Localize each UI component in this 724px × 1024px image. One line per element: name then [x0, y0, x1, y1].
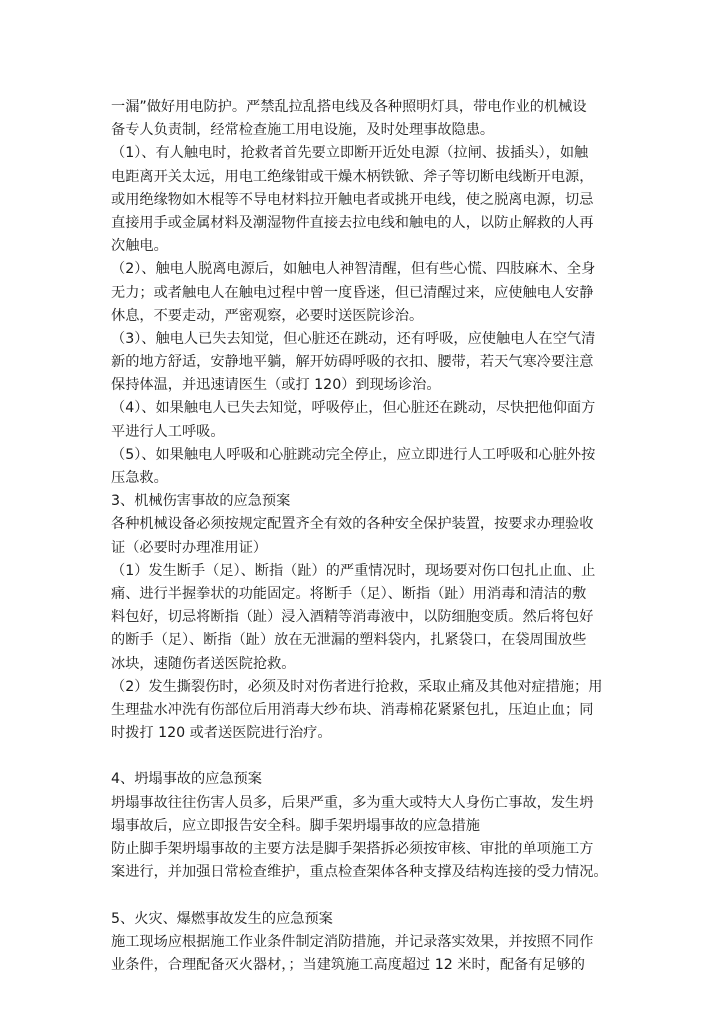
text-line: 痛、进行半握拳状的功能固定。将断手（足）、断指（趾）用消毒和清洁的敷 — [111, 585, 587, 602]
text-line: 直接用手或金属材料及潮湿物件直接去拉电线和触电的人，以防止解救的人再 — [111, 214, 594, 231]
text-line: 塌事故后，应立即报告安全科。脚手架坍塌事故的应急措施 — [111, 817, 480, 834]
text-line: 防止脚手架坍塌事故的主要方法是脚手架搭拆必须按审核、审批的单项施工方 — [111, 841, 594, 857]
text-line: 料包好，切忌将断指（趾）浸入酒精等消毒液中，以防细胞变质。然后将包好 — [111, 609, 594, 626]
text-line: 的断手（足）、断指（趾）放在无泄漏的塑料袋内，扎紧袋口，在袋周围放些 — [111, 632, 587, 649]
text-line: 备专人负责制，经常检查施工用电设施，及时处理事故隐患。 — [111, 122, 495, 139]
text-line: 休息，不要走动，严密观察，必要时送医院诊治。 — [111, 307, 424, 324]
text-line: 业条件，合理配备灭火器材，；当建筑施工高度超过 12 米时，配备有足够的 — [111, 956, 585, 973]
text-line: 无力；或者触电人在触电过程中曾一度昏迷，但已清醒过来，应使触电人安静 — [111, 284, 594, 301]
text-line: （1）发生断手（足）、断指（趾）的严重情况时，现场要对伤口包扎止血、止 — [111, 562, 596, 579]
paragraph-gap — [111, 745, 631, 768]
text-line: 冰块，速随伤者送医院抢救。 — [111, 655, 296, 672]
text-line: 次触电。 — [111, 238, 168, 255]
section-heading: 3、机械伤害事故的应急预案 — [111, 493, 291, 510]
text-line: 坍塌事故往往伤害人员多，后果严重，多为重大或特大人身伤亡事故，发生坍 — [111, 794, 594, 811]
text-line: 案进行，并加强日常检查维护，重点检查架体各种支撑及结构连接的受力情况。 — [111, 864, 608, 881]
text-line: 或用绝缘物如木棍等不导电材料拉开触电者或挑开电线，使之脱离电源，切忌 — [111, 191, 594, 208]
text-line: （1）、有人触电时，抢救者首先要立即断开近处电源（拉闸、拔插头），如触 — [111, 145, 589, 162]
text-line: 电距离开关太远，用电工绝缘钳或干燥木柄铁锨、斧子等切断电线断开电源， — [111, 168, 594, 185]
paragraph-gap — [111, 884, 631, 907]
text-line: （2）发生撕裂伤时，必须及时对伤者进行抢救，采取止痛及其他对症措施；用 — [111, 678, 603, 695]
text-line: 施工现场应根据施工作业条件制定消防措施，并记录落实效果，并按照不同作 — [111, 933, 594, 950]
text-line: 新的地方舒适，安静地平躺，解开妨碍呼吸的衣扣、腰带，若天气寒冷要注意 — [111, 354, 594, 371]
text-line: 各种机械设备必须按规定配置齐全有效的各种安全保护装置，按要求办理验收 — [111, 516, 594, 533]
document-body — [111, 96, 631, 977]
text-line: 保持体温，并迅速请医生（或打 120）到现场诊治。 — [111, 377, 441, 394]
text-line: 压急救。 — [111, 470, 168, 486]
text-line: （5）、如果触电人呼吸和心脏跳动完全停止，应立即进行人工呼吸和心脏外按 — [111, 446, 596, 463]
text-line: （2）、触电人脱离电源后，如触电人神智清醒，但有些心慌、四肢麻木、全身 — [111, 261, 596, 278]
text-line: 生理盐水冲洗有伤部位后用消毒大纱布块、消毒棉花紧紧包扎，压迫止血；同 — [111, 701, 594, 718]
text-line: 平进行人工呼吸。 — [111, 423, 225, 440]
text-line: 一漏”做好用电防护。严禁乱拉乱搭电线及各种照明灯具，带电作业的机械设 — [111, 99, 587, 115]
text-line: 证（必要时办理准用证） — [111, 539, 268, 556]
section-heading: 5、火灾、爆燃事故发生的应急预案 — [111, 910, 333, 927]
text-line: （3）、触电人已失去知觉，但心脏还在跳动，还有呼吸，应使触电人在空气清 — [111, 330, 596, 347]
text-line: 时拨打 120 或者送医院进行治疗。 — [111, 725, 332, 742]
text-line: （4）、如果触电人已失去知觉，呼吸停止，但心脏还在跳动，尽快把他仰面方 — [111, 400, 596, 417]
section-heading: 4、坍塌事故的应急预案 — [111, 771, 262, 788]
